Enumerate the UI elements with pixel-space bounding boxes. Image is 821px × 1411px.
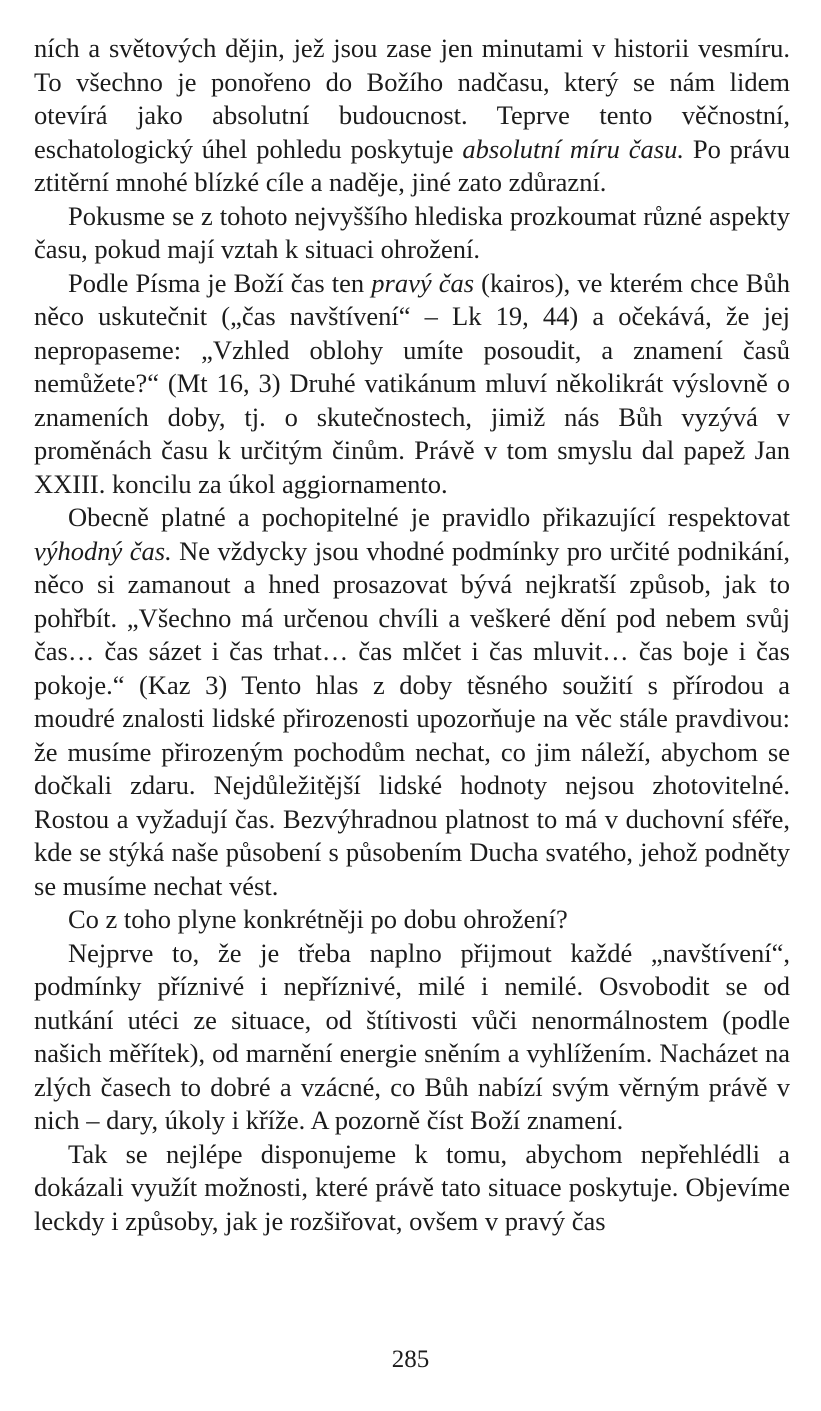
paragraph-5-text: Co z toho plyne konkrétněji po dobu ohrožení?	[68, 904, 568, 934]
paragraph-3-italic: pravý čas	[371, 267, 475, 298]
paragraph-3-text-2: (kairos), ve kterém chce Bůh něco uskutečnit („čas navštívení“ – Lk 19, 44) a očekává, že jej nepropaseme: „Vzhled oblohy umíte posoudit, a znamení časů nemůžete?“ (Mt 16, 3) Druhé vatikánum mluví několikrát výslovně o znameních doby, tj. o skutečnostech, jimiž nás Bůh vyzývá v proměnách času k určitým činům. Právě v tom smyslu dal papež Jan XXIII. koncilu za úkol aggiornamento.	[34, 267, 790, 499]
paragraph-3	[34, 267, 790, 502]
paragraph-7-text: Tak se nejlépe disponujeme k tomu, abychom nepřehlédli a dokázali využít možnosti, které právě tato situace poskytuje. Objevíme leckdy i způsoby, jak je rozšiřovat, ovšem v pravý čas	[34, 1138, 790, 1236]
paragraph-3-text-1: Podle Písma je Boží čas ten	[68, 267, 372, 298]
paragraph-4	[34, 501, 790, 903]
paragraph-1-text-2: Po právu ztitěrní mnohé blízké cíle a naděje, jiné zato zdůrazní.	[34, 133, 790, 197]
paragraph-1	[34, 32, 790, 200]
paragraph-5	[34, 903, 790, 937]
paragraph-7	[34, 1138, 790, 1239]
paragraph-1-italic: absolutní míru času.	[462, 133, 684, 164]
paragraph-6-text: Nejprve to, že je třeba naplno přijmout každé „navštívení“, podmínky příznivé i nepříznivé, milé i nemilé. Osvobodit se od nutkání utéci ze situace, od štítivosti vůči nenormálnostem (podle našich měřítek), od marnění energie sněním a vyhlížením. Nacházet na zlých časech to dobré a vzácné, co Bůh nabízí svým věrným právě v nich – dary, úkoly i kříže. A pozorně číst Boží znamení.	[34, 937, 790, 1135]
paragraph-6	[34, 937, 790, 1138]
paragraph-4-text-1: Obecně platné a pochopitelné je pravidlo přikazující respektovat	[68, 502, 790, 532]
paragraph-4-text-2: Ne vždycky jsou vhodné podmínky pro určité podnikání, něco si zamanout a hned prosazovat bývá nejkratší způsob, jak to pohřbít. „Všechno má určenou chvíli a veškeré dění pod nebem svůj čas… čas sázet i čas trhat… čas mlčet i čas mluvit… čas boje i čas pokoje.“ (Kaz 3) Tento hlas z doby těsného soužití s přírodou a moudré znalosti lidské přirozenosti upozorňuje na věc stále pravdivou: že musíme přirozeným pochodům nechat, co jim náleží, abychom se dočkali zdaru. Nejdůležitější lidské hodnoty nejsou zhotovitelné. Rostou a vyžadují čas. Bezvýhradnou platnost to má v duchovní sféře, kde se stýká naše působení s působením Ducha svatého, jehož podněty se musíme nechat vést.	[34, 535, 790, 901]
page-number: 285	[391, 1346, 430, 1373]
paragraph-1-text-1: ních a světových dějin, jež jsou zase jen minutami v historii vesmíru. To všechno je ponořeno do Božího nadčasu, který se nám lidem otevírá jako absolutní budoucnost. Teprve tento věčnostní, eschatologický úhel pohledu poskytuje	[34, 33, 790, 164]
paragraph-4-italic: výhodný čas.	[34, 535, 172, 566]
page-body	[34, 32, 790, 1238]
paragraph-2	[34, 200, 790, 267]
paragraph-2-text: Pokusme se z tohoto nejvyššího hlediska prozkoumat různé aspekty času, pokud mají vztah k situaci ohrožení.	[34, 200, 790, 264]
